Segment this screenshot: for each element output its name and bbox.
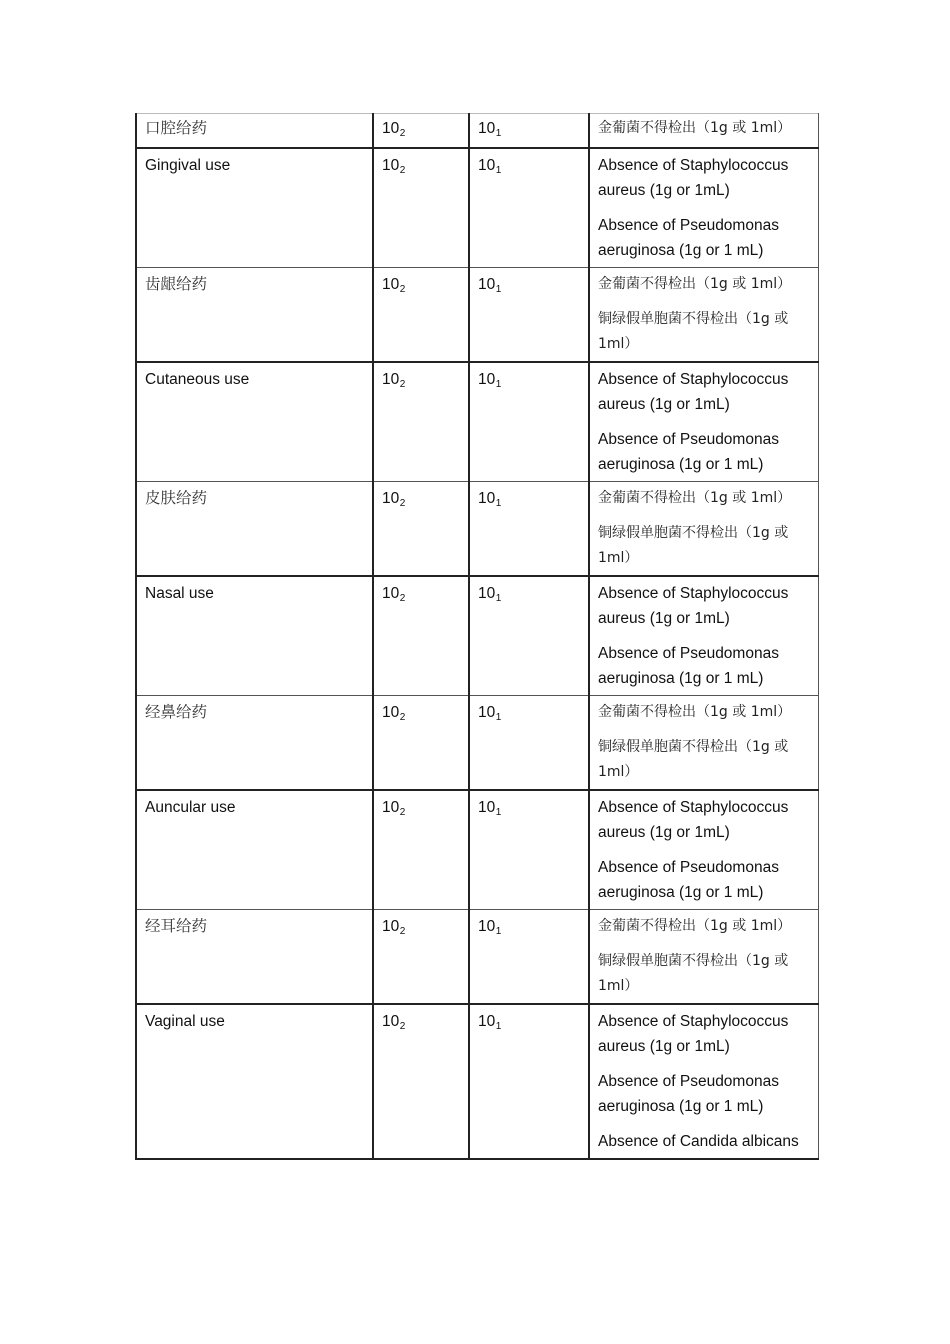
tamc-cell	[373, 482, 469, 577]
criterion-text: 金葡菌不得检出（1g 或 1ml）	[598, 276, 792, 292]
route-cell: 经鼻给药	[136, 696, 373, 791]
criteria-cell	[589, 910, 818, 1005]
tamc-exponent: 2	[399, 128, 406, 139]
route-cell: 皮肤给药	[136, 482, 373, 577]
microbial-limits-table	[135, 113, 819, 1160]
route-cell: 齿龈给药	[136, 268, 373, 363]
criterion-text: Absence of Pseudomonas aeruginosa (1g or 1 mL)	[598, 859, 779, 901]
table-row	[136, 482, 818, 577]
tymc-exponent: 1	[495, 1021, 502, 1032]
criterion-text: 金葡菌不得检出（1g 或 1ml）	[598, 490, 792, 506]
table-row	[136, 362, 818, 482]
table-row	[136, 148, 818, 268]
table-row	[136, 910, 818, 1005]
tamc-cell	[373, 114, 469, 149]
tamc-exponent: 2	[399, 284, 406, 295]
tamc-base: 10	[382, 918, 400, 935]
criterion-text: 铜绿假单胞菌不得检出（1g 或 1ml）	[598, 311, 789, 352]
criterion-text: 铜绿假单胞菌不得检出（1g 或 1ml）	[598, 953, 789, 994]
criterion-text: 金葡菌不得检出（1g 或 1ml）	[598, 120, 792, 136]
criterion-text: 铜绿假单胞菌不得检出（1g 或 1ml）	[598, 739, 789, 780]
tymc-exponent: 1	[495, 807, 502, 818]
criteria-cell	[589, 114, 818, 149]
tymc-exponent: 1	[495, 712, 502, 723]
tymc-base: 10	[478, 799, 496, 816]
table-row	[136, 790, 818, 910]
tamc-cell	[373, 910, 469, 1005]
tamc-base: 10	[382, 276, 400, 293]
tamc-exponent: 2	[399, 165, 406, 176]
criterion-text: Absence of Pseudomonas aeruginosa (1g or 1 mL)	[598, 431, 779, 473]
table-row	[136, 696, 818, 791]
tymc-base: 10	[478, 120, 496, 137]
table-row	[136, 114, 818, 149]
criteria-cell	[589, 1004, 818, 1159]
tamc-base: 10	[382, 371, 400, 388]
tamc-base: 10	[382, 799, 400, 816]
tamc-exponent: 2	[399, 379, 406, 390]
tymc-cell	[469, 362, 589, 482]
tamc-exponent: 2	[399, 593, 406, 604]
criteria-cell	[589, 362, 818, 482]
criterion-text: Absence of Pseudomonas aeruginosa (1g or 1 mL)	[598, 217, 779, 259]
tymc-cell	[469, 790, 589, 910]
tamc-cell	[373, 576, 469, 696]
tymc-base: 10	[478, 276, 496, 293]
tamc-exponent: 2	[399, 498, 406, 509]
tymc-cell	[469, 268, 589, 363]
route-cell: Gingival use	[136, 148, 373, 268]
tamc-base: 10	[382, 120, 400, 137]
tamc-base: 10	[382, 1013, 400, 1030]
criterion-text: Absence of Staphylococcus aureus (1g or 1mL)	[598, 371, 789, 413]
criteria-cell	[589, 148, 818, 268]
tamc-cell	[373, 790, 469, 910]
tymc-cell	[469, 1004, 589, 1159]
criteria-cell	[589, 790, 818, 910]
tymc-base: 10	[478, 704, 496, 721]
tamc-exponent: 2	[399, 807, 406, 818]
criteria-cell	[589, 576, 818, 696]
tamc-cell	[373, 362, 469, 482]
table-body	[136, 114, 818, 1160]
route-cell: Cutaneous use	[136, 362, 373, 482]
tamc-base: 10	[382, 585, 400, 602]
criterion-text: Absence of Staphylococcus aureus (1g or 1mL)	[598, 1013, 789, 1055]
criteria-cell	[589, 268, 818, 363]
route-cell: Vaginal use	[136, 1004, 373, 1159]
tymc-cell	[469, 482, 589, 577]
tamc-cell	[373, 1004, 469, 1159]
tymc-exponent: 1	[495, 926, 502, 937]
tamc-cell	[373, 696, 469, 791]
tamc-base: 10	[382, 704, 400, 721]
criterion-text: Absence of Staphylococcus aureus (1g or 1mL)	[598, 157, 789, 199]
tymc-exponent: 1	[495, 165, 502, 176]
tymc-exponent: 1	[495, 593, 502, 604]
criterion-text: Absence of Staphylococcus aureus (1g or 1mL)	[598, 585, 789, 627]
criterion-text: Absence of Pseudomonas aeruginosa (1g or 1 mL)	[598, 645, 779, 687]
table-row	[136, 576, 818, 696]
tymc-cell	[469, 696, 589, 791]
criterion-text: Absence of Staphylococcus aureus (1g or 1mL)	[598, 799, 789, 841]
route-cell: Auncular use	[136, 790, 373, 910]
route-cell: Nasal use	[136, 576, 373, 696]
tymc-base: 10	[478, 1013, 496, 1030]
table-row	[136, 268, 818, 363]
tamc-exponent: 2	[399, 712, 406, 723]
tymc-exponent: 1	[495, 128, 502, 139]
tymc-base: 10	[478, 918, 496, 935]
criteria-cell	[589, 482, 818, 577]
tamc-cell	[373, 148, 469, 268]
tymc-exponent: 1	[495, 498, 502, 509]
tamc-exponent: 2	[399, 1021, 406, 1032]
criterion-text: Absence of Candida albicans	[598, 1133, 799, 1150]
criterion-text: 金葡菌不得检出（1g 或 1ml）	[598, 704, 792, 720]
table-row	[136, 1004, 818, 1159]
criteria-cell	[589, 696, 818, 791]
criterion-text: Absence of Pseudomonas aeruginosa (1g or 1 mL)	[598, 1073, 779, 1115]
tamc-exponent: 2	[399, 926, 406, 937]
tymc-cell	[469, 910, 589, 1005]
tymc-base: 10	[478, 490, 496, 507]
tymc-base: 10	[478, 585, 496, 602]
tymc-exponent: 1	[495, 379, 502, 390]
tamc-base: 10	[382, 157, 400, 174]
route-cell: 口腔给药	[136, 114, 373, 149]
tymc-base: 10	[478, 371, 496, 388]
route-cell: 经耳给药	[136, 910, 373, 1005]
tymc-cell	[469, 114, 589, 149]
tamc-cell	[373, 268, 469, 363]
tymc-cell	[469, 576, 589, 696]
tymc-cell	[469, 148, 589, 268]
criterion-text: 铜绿假单胞菌不得检出（1g 或 1ml）	[598, 525, 789, 566]
tymc-exponent: 1	[495, 284, 502, 295]
tymc-base: 10	[478, 157, 496, 174]
criterion-text: 金葡菌不得检出（1g 或 1ml）	[598, 918, 792, 934]
tamc-base: 10	[382, 490, 400, 507]
